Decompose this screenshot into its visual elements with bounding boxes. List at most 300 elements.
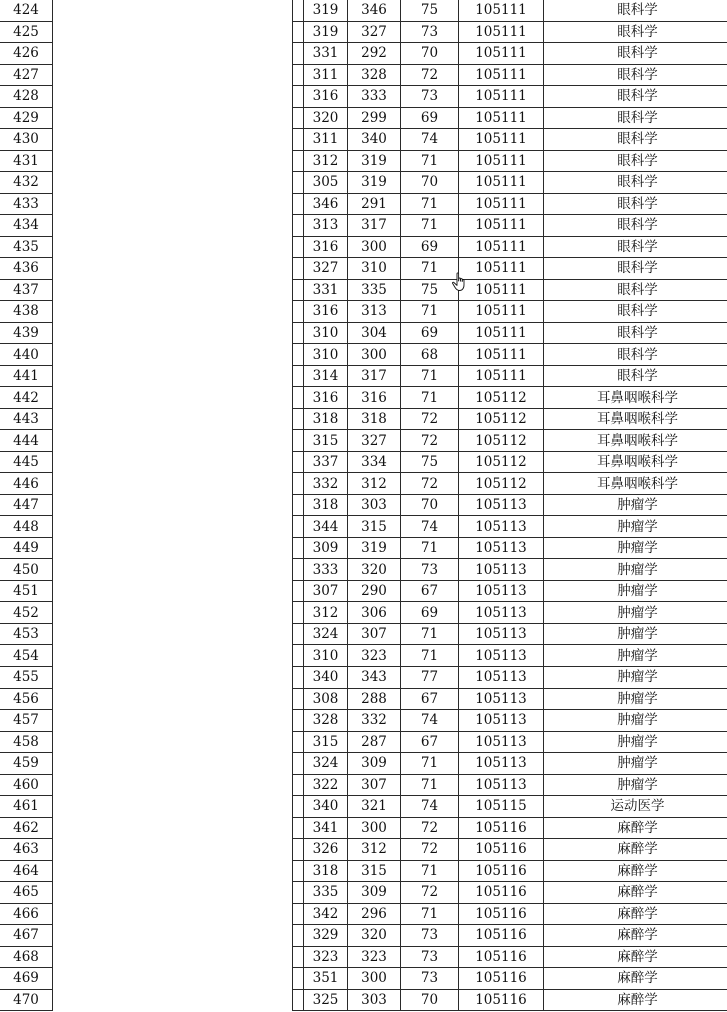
- blank-column: [293, 193, 304, 215]
- score-b-cell: 323: [348, 645, 401, 667]
- score-a-cell: 331: [304, 279, 348, 301]
- blank-column: [53, 430, 293, 452]
- table-row: [0, 64, 727, 86]
- major-code-cell: 105116: [459, 946, 544, 968]
- blank-column: [53, 882, 293, 904]
- major-code-cell: 105113: [459, 623, 544, 645]
- major-name-cell: 麻醉学: [544, 839, 727, 861]
- score-b-cell: 309: [348, 882, 401, 904]
- score-a-cell: 316: [304, 86, 348, 108]
- score-c-cell: 75: [401, 451, 459, 473]
- score-c-cell: 74: [401, 129, 459, 151]
- blank-column: [293, 365, 304, 387]
- blank-column: [53, 150, 293, 172]
- blank-column: [293, 860, 304, 882]
- score-b-cell: 346: [348, 0, 401, 21]
- row-index-cell: 468: [0, 946, 53, 968]
- score-a-cell: 331: [304, 43, 348, 65]
- blank-column: [53, 623, 293, 645]
- table-row: [0, 731, 727, 753]
- major-code-cell: 105113: [459, 580, 544, 602]
- hand-pointer-icon: [451, 272, 469, 292]
- major-code-cell: 105116: [459, 903, 544, 925]
- score-c-cell: 72: [401, 839, 459, 861]
- major-name-cell: 眼科学: [544, 236, 727, 258]
- table-row: [0, 839, 727, 861]
- score-a-cell: 337: [304, 451, 348, 473]
- table-row: [0, 236, 727, 258]
- blank-column: [53, 408, 293, 430]
- score-b-cell: 335: [348, 279, 401, 301]
- score-b-cell: 333: [348, 86, 401, 108]
- score-a-cell: 318: [304, 408, 348, 430]
- blank-column: [53, 172, 293, 194]
- table-row: [0, 387, 727, 409]
- table-row: [0, 193, 727, 215]
- major-code-cell: 105116: [459, 839, 544, 861]
- score-b-cell: 287: [348, 731, 401, 753]
- blank-column: [293, 623, 304, 645]
- table-row: [0, 129, 727, 151]
- row-index-cell: 433: [0, 193, 53, 215]
- score-c-cell: 73: [401, 925, 459, 947]
- score-c-cell: 67: [401, 688, 459, 710]
- blank-column: [293, 666, 304, 688]
- blank-column: [293, 796, 304, 818]
- row-index-cell: 457: [0, 710, 53, 732]
- table-row: [0, 322, 727, 344]
- blank-column: [53, 516, 293, 538]
- row-index-cell: 436: [0, 258, 53, 280]
- score-b-cell: 300: [348, 236, 401, 258]
- row-index-cell: 459: [0, 753, 53, 775]
- major-code-cell: 105113: [459, 688, 544, 710]
- table-row: [0, 408, 727, 430]
- row-index-cell: 429: [0, 107, 53, 129]
- score-a-cell: 327: [304, 258, 348, 280]
- score-c-cell: 73: [401, 968, 459, 990]
- score-b-cell: 315: [348, 860, 401, 882]
- score-c-cell: 67: [401, 580, 459, 602]
- table-row: [0, 537, 727, 559]
- row-index-cell: 425: [0, 21, 53, 43]
- score-c-cell: 71: [401, 215, 459, 237]
- blank-column: [293, 172, 304, 194]
- score-a-cell: 340: [304, 796, 348, 818]
- major-code-cell: 105112: [459, 408, 544, 430]
- score-c-cell: 71: [401, 258, 459, 280]
- score-a-cell: 319: [304, 21, 348, 43]
- table-row: [0, 150, 727, 172]
- major-code-cell: 105111: [459, 322, 544, 344]
- blank-column: [293, 710, 304, 732]
- score-b-cell: 328: [348, 64, 401, 86]
- row-index-cell: 434: [0, 215, 53, 237]
- blank-column: [53, 86, 293, 108]
- major-code-cell: 105111: [459, 236, 544, 258]
- major-name-cell: 肿瘤学: [544, 623, 727, 645]
- score-b-cell: 318: [348, 408, 401, 430]
- table-row: [0, 817, 727, 839]
- table-row: [0, 494, 727, 516]
- blank-column: [293, 150, 304, 172]
- row-index-cell: 458: [0, 731, 53, 753]
- score-a-cell: 315: [304, 731, 348, 753]
- table-row: [0, 0, 727, 21]
- score-a-cell: 318: [304, 494, 348, 516]
- row-index-cell: 447: [0, 494, 53, 516]
- row-index-cell: 441: [0, 365, 53, 387]
- major-code-cell: 105111: [459, 129, 544, 151]
- score-b-cell: 319: [348, 150, 401, 172]
- score-a-cell: 307: [304, 580, 348, 602]
- major-name-cell: 肿瘤学: [544, 645, 727, 667]
- table-row: [0, 666, 727, 688]
- score-c-cell: 71: [401, 645, 459, 667]
- major-name-cell: 耳鼻咽喉科学: [544, 387, 727, 409]
- major-name-cell: 麻醉学: [544, 882, 727, 904]
- major-code-cell: 105116: [459, 882, 544, 904]
- major-name-cell: 眼科学: [544, 0, 727, 21]
- major-name-cell: 肿瘤学: [544, 580, 727, 602]
- score-c-cell: 77: [401, 666, 459, 688]
- score-b-cell: 320: [348, 559, 401, 581]
- score-a-cell: 333: [304, 559, 348, 581]
- score-a-cell: 305: [304, 172, 348, 194]
- blank-column: [53, 860, 293, 882]
- row-index-cell: 449: [0, 537, 53, 559]
- row-index-cell: 446: [0, 473, 53, 495]
- score-a-cell: 311: [304, 129, 348, 151]
- major-name-cell: 肿瘤学: [544, 602, 727, 624]
- major-code-cell: 105111: [459, 172, 544, 194]
- score-a-cell: 319: [304, 0, 348, 21]
- score-a-cell: 314: [304, 365, 348, 387]
- blank-column: [293, 989, 304, 1011]
- major-name-cell: 眼科学: [544, 86, 727, 108]
- major-code-cell: 105113: [459, 731, 544, 753]
- major-name-cell: 耳鼻咽喉科学: [544, 473, 727, 495]
- major-name-cell: 麻醉学: [544, 860, 727, 882]
- major-name-cell: 耳鼻咽喉科学: [544, 408, 727, 430]
- score-c-cell: 74: [401, 516, 459, 538]
- score-a-cell: 310: [304, 645, 348, 667]
- blank-column: [53, 0, 293, 21]
- blank-column: [293, 559, 304, 581]
- blank-column: [53, 451, 293, 473]
- major-name-cell: 眼科学: [544, 43, 727, 65]
- blank-column: [293, 494, 304, 516]
- blank-column: [53, 731, 293, 753]
- table-row: [0, 516, 727, 538]
- score-b-cell: 300: [348, 817, 401, 839]
- table-row: [0, 968, 727, 990]
- score-c-cell: 69: [401, 107, 459, 129]
- score-b-cell: 317: [348, 365, 401, 387]
- row-index-cell: 450: [0, 559, 53, 581]
- major-code-cell: 105113: [459, 537, 544, 559]
- blank-column: [53, 236, 293, 258]
- major-name-cell: 眼科学: [544, 172, 727, 194]
- score-c-cell: 71: [401, 860, 459, 882]
- row-index-cell: 445: [0, 451, 53, 473]
- major-name-cell: 麻醉学: [544, 946, 727, 968]
- score-b-cell: 291: [348, 193, 401, 215]
- score-b-cell: 300: [348, 344, 401, 366]
- blank-column: [53, 279, 293, 301]
- blank-column: [293, 731, 304, 753]
- blank-column: [293, 688, 304, 710]
- major-name-cell: 麻醉学: [544, 817, 727, 839]
- table-row: [0, 903, 727, 925]
- major-name-cell: 眼科学: [544, 279, 727, 301]
- score-c-cell: 70: [401, 43, 459, 65]
- score-c-cell: 69: [401, 236, 459, 258]
- blank-column: [293, 839, 304, 861]
- blank-column: [293, 344, 304, 366]
- blank-column: [293, 215, 304, 237]
- blank-column: [53, 796, 293, 818]
- score-a-cell: 351: [304, 968, 348, 990]
- major-code-cell: 105111: [459, 21, 544, 43]
- score-c-cell: 71: [401, 301, 459, 323]
- score-b-cell: 312: [348, 839, 401, 861]
- row-index-cell: 469: [0, 968, 53, 990]
- row-index-cell: 428: [0, 86, 53, 108]
- score-a-cell: 324: [304, 623, 348, 645]
- major-code-cell: 105112: [459, 473, 544, 495]
- major-name-cell: 麻醉学: [544, 989, 727, 1011]
- row-index-cell: 464: [0, 860, 53, 882]
- score-a-cell: 335: [304, 882, 348, 904]
- blank-column: [293, 580, 304, 602]
- row-index-cell: 462: [0, 817, 53, 839]
- major-code-cell: 105113: [459, 753, 544, 775]
- score-b-cell: 310: [348, 258, 401, 280]
- major-name-cell: 眼科学: [544, 322, 727, 344]
- score-a-cell: 341: [304, 817, 348, 839]
- score-a-cell: 329: [304, 925, 348, 947]
- blank-column: [53, 322, 293, 344]
- major-code-cell: 105111: [459, 64, 544, 86]
- row-index-cell: 455: [0, 666, 53, 688]
- major-code-cell: 105113: [459, 494, 544, 516]
- score-a-cell: 309: [304, 537, 348, 559]
- score-a-cell: 320: [304, 107, 348, 129]
- score-b-cell: 303: [348, 989, 401, 1011]
- major-name-cell: 眼科学: [544, 129, 727, 151]
- blank-column: [293, 946, 304, 968]
- row-index-cell: 467: [0, 925, 53, 947]
- row-index-cell: 465: [0, 882, 53, 904]
- blank-column: [53, 107, 293, 129]
- score-a-cell: 328: [304, 710, 348, 732]
- major-name-cell: 肿瘤学: [544, 774, 727, 796]
- blank-column: [293, 43, 304, 65]
- table-row: [0, 559, 727, 581]
- major-code-cell: 105116: [459, 989, 544, 1011]
- score-a-cell: 310: [304, 322, 348, 344]
- score-a-cell: 324: [304, 753, 348, 775]
- major-name-cell: 麻醉学: [544, 903, 727, 925]
- score-a-cell: 325: [304, 989, 348, 1011]
- major-code-cell: 105111: [459, 86, 544, 108]
- score-b-cell: 296: [348, 903, 401, 925]
- row-index-cell: 444: [0, 430, 53, 452]
- score-b-cell: 334: [348, 451, 401, 473]
- score-b-cell: 304: [348, 322, 401, 344]
- score-b-cell: 321: [348, 796, 401, 818]
- major-name-cell: 眼科学: [544, 193, 727, 215]
- score-a-cell: 312: [304, 602, 348, 624]
- score-a-cell: 318: [304, 860, 348, 882]
- major-code-cell: 105111: [459, 344, 544, 366]
- row-index-cell: 456: [0, 688, 53, 710]
- score-b-cell: 316: [348, 387, 401, 409]
- blank-column: [293, 882, 304, 904]
- major-code-cell: 105112: [459, 387, 544, 409]
- blank-column: [53, 301, 293, 323]
- score-a-cell: 313: [304, 215, 348, 237]
- score-c-cell: 70: [401, 172, 459, 194]
- blank-column: [53, 43, 293, 65]
- major-name-cell: 肿瘤学: [544, 537, 727, 559]
- blank-column: [53, 258, 293, 280]
- row-index-cell: 443: [0, 408, 53, 430]
- blank-column: [53, 753, 293, 775]
- score-c-cell: 71: [401, 365, 459, 387]
- blank-column: [53, 645, 293, 667]
- table-row: [0, 107, 727, 129]
- table-row: [0, 172, 727, 194]
- major-code-cell: 105113: [459, 774, 544, 796]
- score-c-cell: 72: [401, 430, 459, 452]
- table-row: [0, 43, 727, 65]
- blank-column: [293, 774, 304, 796]
- blank-column: [53, 968, 293, 990]
- score-c-cell: 69: [401, 602, 459, 624]
- row-index-cell: 466: [0, 903, 53, 925]
- major-code-cell: 105111: [459, 193, 544, 215]
- major-code-cell: 105111: [459, 0, 544, 21]
- score-c-cell: 73: [401, 21, 459, 43]
- blank-column: [293, 473, 304, 495]
- row-index-cell: 430: [0, 129, 53, 151]
- table-row: [0, 344, 727, 366]
- blank-column: [53, 580, 293, 602]
- score-c-cell: 71: [401, 150, 459, 172]
- table-row: [0, 279, 727, 301]
- major-code-cell: 105116: [459, 968, 544, 990]
- major-name-cell: 肿瘤学: [544, 559, 727, 581]
- blank-column: [53, 710, 293, 732]
- major-code-cell: 105111: [459, 150, 544, 172]
- blank-column: [53, 817, 293, 839]
- row-index-cell: 439: [0, 322, 53, 344]
- score-c-cell: 74: [401, 796, 459, 818]
- blank-column: [53, 559, 293, 581]
- row-index-cell: 437: [0, 279, 53, 301]
- score-b-cell: 306: [348, 602, 401, 624]
- blank-column: [293, 0, 304, 21]
- score-a-cell: 316: [304, 301, 348, 323]
- score-b-cell: 292: [348, 43, 401, 65]
- score-b-cell: 307: [348, 623, 401, 645]
- score-a-cell: 316: [304, 387, 348, 409]
- table-row: [0, 473, 727, 495]
- row-index-cell: 461: [0, 796, 53, 818]
- blank-column: [293, 516, 304, 538]
- score-c-cell: 75: [401, 0, 459, 21]
- blank-column: [53, 946, 293, 968]
- major-code-cell: 105111: [459, 301, 544, 323]
- blank-column: [293, 129, 304, 151]
- blank-column: [293, 258, 304, 280]
- major-name-cell: 眼科学: [544, 215, 727, 237]
- blank-column: [53, 215, 293, 237]
- score-b-cell: 299: [348, 107, 401, 129]
- score-b-cell: 317: [348, 215, 401, 237]
- blank-column: [53, 537, 293, 559]
- blank-column: [293, 451, 304, 473]
- row-index-cell: 454: [0, 645, 53, 667]
- major-code-cell: 105113: [459, 645, 544, 667]
- row-index-cell: 448: [0, 516, 53, 538]
- score-c-cell: 71: [401, 387, 459, 409]
- table-row: [0, 215, 727, 237]
- blank-column: [53, 839, 293, 861]
- score-a-cell: 316: [304, 236, 348, 258]
- score-a-cell: 322: [304, 774, 348, 796]
- major-code-cell: 105111: [459, 279, 544, 301]
- score-a-cell: 332: [304, 473, 348, 495]
- score-c-cell: 75: [401, 279, 459, 301]
- blank-column: [293, 387, 304, 409]
- major-code-cell: 105112: [459, 430, 544, 452]
- table-row: [0, 796, 727, 818]
- row-index-cell: 431: [0, 150, 53, 172]
- major-name-cell: 眼科学: [544, 344, 727, 366]
- score-a-cell: 315: [304, 430, 348, 452]
- table-row: [0, 623, 727, 645]
- blank-column: [53, 365, 293, 387]
- blank-column: [293, 86, 304, 108]
- table-row: [0, 451, 727, 473]
- row-index-cell: 451: [0, 580, 53, 602]
- row-index-cell: 460: [0, 774, 53, 796]
- major-code-cell: 105113: [459, 559, 544, 581]
- major-code-cell: 105112: [459, 451, 544, 473]
- major-name-cell: 眼科学: [544, 21, 727, 43]
- score-c-cell: 68: [401, 344, 459, 366]
- score-b-cell: 290: [348, 580, 401, 602]
- blank-column: [293, 64, 304, 86]
- table-row: [0, 580, 727, 602]
- table-row: [0, 860, 727, 882]
- major-name-cell: 肿瘤学: [544, 516, 727, 538]
- blank-column: [53, 473, 293, 495]
- major-code-cell: 105116: [459, 817, 544, 839]
- row-index-cell: 427: [0, 64, 53, 86]
- major-name-cell: 肿瘤学: [544, 753, 727, 775]
- row-index-cell: 435: [0, 236, 53, 258]
- table-row: [0, 301, 727, 323]
- score-c-cell: 73: [401, 559, 459, 581]
- row-index-cell: 452: [0, 602, 53, 624]
- major-name-cell: 麻醉学: [544, 925, 727, 947]
- score-a-cell: 323: [304, 946, 348, 968]
- score-a-cell: 310: [304, 344, 348, 366]
